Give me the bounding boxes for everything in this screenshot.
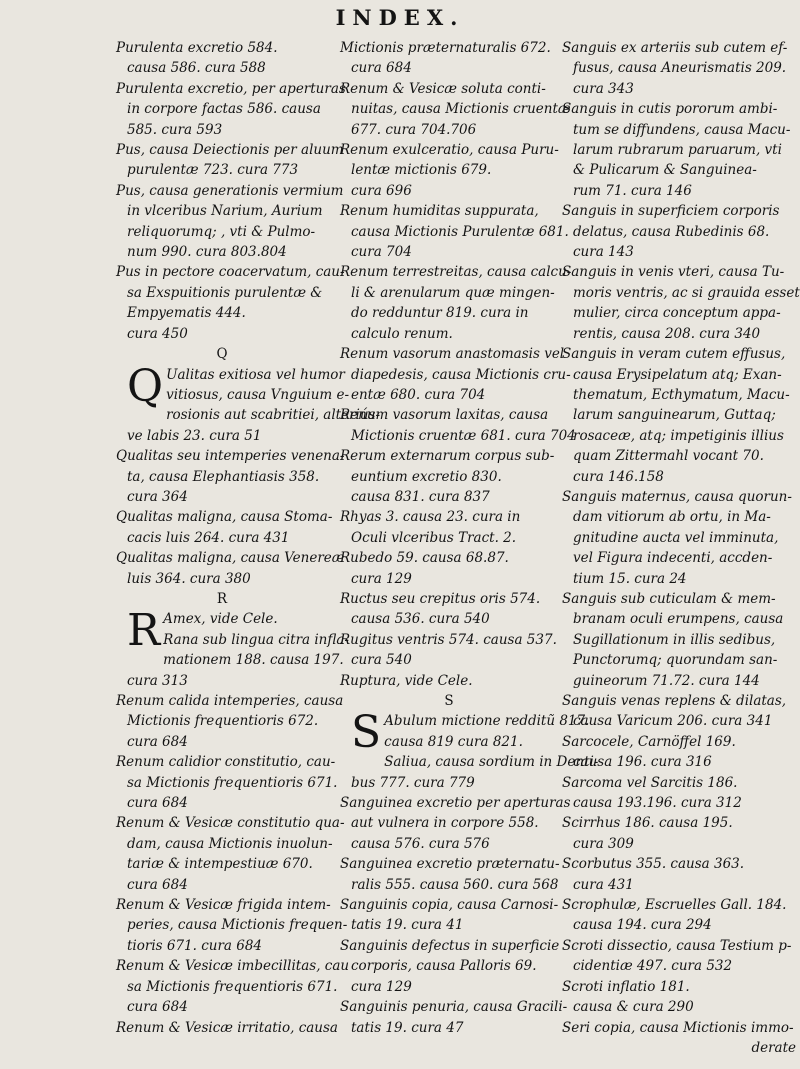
index-text: Saliua, causa sordium in Denti-	[384, 754, 599, 771]
index-text: tatis 19. cura 47	[351, 1019, 464, 1036]
index-text: lentæ mictionis 679.	[351, 162, 492, 179]
index-text: Renum calidior constitutio, cau-	[116, 754, 336, 771]
index-line	[116, 1018, 338, 1038]
index-line	[562, 630, 798, 650]
index-line	[562, 528, 798, 548]
index-text: Pus, causa generationis vermium	[116, 182, 344, 199]
index-line	[562, 548, 798, 568]
drop-cap: Q	[127, 360, 164, 412]
index-text: Purulenta excretio 584.	[116, 40, 278, 56]
index-text: causa 831. cura 837	[351, 488, 490, 505]
index-line	[562, 793, 798, 813]
index-text: ta, causa Elephantiasis 358.	[127, 468, 320, 485]
index-text: Qualitas seu intemperies venena-	[116, 448, 345, 465]
index-line	[116, 915, 348, 935]
index-text: do redduntur 819. cura in	[351, 305, 529, 322]
index-text: derate	[751, 1039, 796, 1056]
index-text: Sanguinis copia, causa Carnosi-	[340, 897, 559, 914]
index-line	[340, 58, 558, 78]
index-line	[116, 79, 346, 99]
index-text: Renum humiditas suppurata,	[340, 203, 539, 220]
index-text: cura 684	[127, 733, 188, 750]
index-text: in corpore factas 586. causa	[127, 101, 321, 118]
index-line	[116, 732, 328, 752]
index-text: cura 343	[573, 80, 634, 97]
index-text: ralis 555. causa 560. cura 568	[351, 876, 559, 893]
index-line	[562, 344, 798, 364]
index-text: bus 777. cura 779	[351, 774, 475, 791]
index-line	[562, 650, 798, 670]
index-text: cura 146.158	[573, 468, 664, 485]
index-text: Sanguis in superficiem corporis	[562, 203, 780, 220]
index-line	[116, 711, 328, 731]
index-text: Pus, causa Deiectionis per aluum	[116, 142, 344, 159]
index-line	[562, 446, 798, 466]
index-text: sa Mictionis frequentioris 671.	[127, 774, 338, 791]
index-text: Scroti inflatio 181.	[562, 978, 690, 995]
index-line	[340, 222, 569, 242]
index-text: guineorum 71.72. cura 144	[573, 672, 760, 689]
index-text: 585. cura 593	[127, 121, 223, 138]
index-text: causa 586. cura 588	[127, 60, 266, 77]
index-text: Empyematis 444.	[127, 305, 246, 322]
index-column-1	[116, 38, 381, 1059]
index-line	[562, 671, 798, 691]
index-column-3	[562, 38, 798, 1059]
index-text: Sanguis maternus, causa quorun-	[562, 488, 792, 505]
index-text: Rugitus ventris 574. causa 537.	[340, 631, 557, 648]
index-text: cura 309	[573, 835, 634, 852]
index-line	[340, 548, 558, 568]
index-text: & Pulicarum & Sanguinea-	[573, 162, 757, 179]
index-line	[340, 38, 558, 58]
index-line	[116, 834, 333, 854]
index-line	[562, 467, 798, 487]
index-line	[562, 201, 798, 221]
index-text: Sanguis in cutis pororum ambi-	[562, 101, 778, 118]
index-text: Oculi vlceribus Tract. 2.	[351, 529, 517, 546]
index-line	[340, 528, 558, 548]
index-text: causa Mictionis Purulentæ 681.	[351, 223, 569, 240]
index-text: euntium excretio 830.	[351, 468, 502, 485]
index-line	[116, 773, 338, 793]
index-line	[116, 997, 328, 1017]
index-line	[340, 773, 558, 793]
index-line	[562, 895, 798, 915]
index-line	[562, 38, 798, 58]
index-text: Renum & Vesicæ imbecillitas, cau	[116, 958, 350, 975]
index-text: aut vulnera in corpore 558.	[351, 815, 539, 832]
index-text: Scrophulæ, Escruelles Gall. 184.	[562, 897, 787, 914]
index-line	[340, 875, 558, 895]
index-line	[116, 99, 328, 119]
index-line	[562, 303, 798, 323]
index-line	[562, 140, 798, 160]
index-text: cura 143	[573, 244, 634, 261]
index-text: reliquorumq; , vti & Pulmo-	[127, 223, 316, 240]
index-text: Renum exulceratio, causa Puru-	[340, 142, 559, 159]
index-line	[562, 936, 798, 956]
index-text: Ruptura, vide Cele.	[340, 672, 473, 689]
index-line	[340, 793, 571, 813]
index-line	[562, 711, 798, 731]
index-line	[116, 936, 328, 956]
index-text: Mictionis cruentæ 681. cura 704	[351, 427, 576, 444]
index-line	[116, 222, 328, 242]
index-text: Sanguinea excretio per aperturas	[340, 795, 571, 812]
index-line	[340, 589, 558, 609]
index-line	[340, 120, 558, 140]
index-text: moris ventris, ac si grauida esset	[573, 284, 800, 301]
index-text: tioris 671. cura 684	[127, 937, 263, 954]
index-text: Rhyas 3. causa 23. cura in	[340, 509, 521, 526]
index-line	[116, 895, 331, 915]
index-text: Abulum mictione redditũ 817.	[384, 713, 590, 730]
index-line	[116, 793, 328, 813]
index-line	[340, 365, 571, 385]
index-line	[340, 467, 558, 487]
index-text: Seri copia, causa Mictionis immo-	[562, 1019, 794, 1036]
index-text: Renum vasorum anastomasis vel	[340, 346, 565, 363]
index-text: num 990. cura 803.804	[127, 244, 287, 261]
index-text: thematum, Ecthymatum, Macu-	[573, 386, 790, 403]
index-text: larum rubrarum paruarum, vti	[573, 142, 782, 159]
index-line	[562, 609, 798, 629]
index-text: Punctorumq; quorundam san-	[573, 652, 778, 669]
index-line	[562, 956, 798, 976]
index-text: Sanguinis defectus in superficie	[340, 937, 560, 954]
index-text: Sarcoma vel Sarcitis 186.	[562, 774, 738, 791]
index-line	[562, 120, 798, 140]
index-text: Renum & Vesicæ soluta conti-	[340, 80, 546, 97]
index-line	[116, 691, 344, 711]
index-line	[340, 569, 558, 589]
index-line	[562, 732, 798, 752]
index-line	[340, 956, 558, 976]
index-line	[116, 262, 345, 282]
index-line	[562, 79, 798, 99]
index-text: purulentæ 723. cura 773	[127, 162, 299, 179]
index-text: corporis, causa Palloris 69.	[351, 958, 537, 975]
index-line	[116, 160, 328, 180]
index-text: cacis luis 264. cura 431	[127, 529, 290, 546]
index-text: cura 431	[573, 876, 634, 893]
index-text: Renum vasorum laxitas, causa	[340, 407, 549, 424]
index-text: Sugillationum in illis sedibus,	[573, 631, 776, 648]
index-text: Rerum externarum corpus sub-	[340, 448, 555, 465]
index-line	[116, 426, 328, 446]
index-text: Scroti dissectio, causa Testium p-	[562, 937, 792, 954]
index-text: cura 450	[127, 325, 188, 342]
index-text: Renum & Vesicæ irritatio, causa	[116, 1019, 338, 1036]
index-line	[340, 609, 558, 629]
index-line	[562, 1018, 798, 1038]
index-text: dam, causa Mictionis inuolun-	[127, 835, 333, 852]
index-line	[340, 446, 558, 466]
index-text: Ructus seu crepitus oris 574.	[340, 590, 541, 607]
index-line	[562, 834, 798, 854]
index-line	[340, 385, 558, 405]
index-text: li & arenularum quæ mingen-	[351, 284, 555, 301]
index-line	[116, 528, 328, 548]
index-line	[340, 895, 558, 915]
index-line	[562, 752, 798, 772]
index-line	[562, 915, 798, 935]
index-line	[116, 324, 328, 344]
index-text: tariæ & intempestiuæ 670.	[127, 856, 313, 873]
index-line	[340, 1018, 558, 1038]
index-line	[340, 242, 558, 262]
index-line	[116, 38, 328, 58]
index-text: rum 71. cura 146	[573, 182, 692, 199]
index-text: sa Exspuitionis purulentæ &	[127, 284, 323, 301]
index-text: Q	[216, 346, 228, 363]
index-text: peries, causa Mictionis frequen-	[127, 917, 348, 934]
index-text: sa Mictionis frequentioris 671.	[127, 978, 338, 995]
index-text: S	[444, 693, 454, 709]
index-line	[340, 303, 558, 323]
index-line	[116, 242, 328, 262]
index-text: causa 194. cura 294	[573, 917, 712, 934]
index-column-2	[340, 38, 599, 1059]
index-text: Amex, vide Cele.	[163, 611, 278, 628]
index-text: causa 193.196. cura 312	[573, 795, 742, 812]
page-header: INDEX.	[335, 5, 465, 30]
index-text: Rana sub lingua citra infla-	[163, 631, 349, 648]
index-text: Mictionis frequentioris 672.	[127, 713, 319, 730]
index-line	[340, 181, 558, 201]
index-line	[562, 813, 798, 833]
index-text: Rubedo 59. causa 68.87.	[340, 550, 509, 567]
index-line	[340, 915, 558, 935]
index-text: Sanguis ex arteriis sub cutem ef-	[562, 40, 788, 56]
index-line	[116, 140, 344, 160]
index-line	[116, 854, 328, 874]
index-line	[340, 405, 558, 425]
index-line	[116, 181, 344, 201]
index-line	[562, 181, 798, 201]
index-text: causa Varicum 206. cura 341	[573, 713, 773, 730]
index-line	[340, 854, 558, 874]
index-text: ve labis 23. cura 51	[127, 427, 262, 444]
index-line	[562, 160, 798, 180]
index-line	[116, 507, 333, 527]
index-line	[340, 262, 572, 282]
index-text: cura 696	[351, 182, 412, 199]
index-text: causa 536. cura 540	[351, 611, 490, 628]
index-text: in vlceribus Narium, Aurium	[127, 203, 323, 220]
index-line	[562, 875, 798, 895]
index-text: rosaceæ, atq; impetiginis illius	[573, 427, 784, 444]
index-text: vel Figura indecenti, accden-	[573, 550, 773, 567]
index-line	[562, 589, 798, 609]
index-text: Sanguis in veram cutem effusus,	[562, 346, 786, 363]
index-text: entæ 680. cura 704	[351, 386, 486, 403]
index-text: cura 313	[127, 672, 188, 689]
index-line	[562, 58, 798, 78]
index-text: Sanguis sub cuticulam & mem-	[562, 590, 776, 607]
index-text: causa & cura 290	[573, 999, 694, 1016]
index-line	[116, 303, 328, 323]
index-text: calculo renum.	[351, 325, 453, 342]
index-text: quam Zittermahl vocant 70.	[573, 448, 764, 465]
index-text: tatis 19. cura 41	[351, 917, 464, 934]
index-line	[340, 507, 558, 527]
index-line	[562, 385, 798, 405]
index-line	[340, 977, 558, 997]
index-line	[340, 630, 558, 650]
index-line	[562, 365, 798, 385]
index-line	[562, 569, 798, 589]
index-text: causa 576. cura 576	[351, 835, 490, 852]
index-text: Scorbutus 355. causa 363.	[562, 856, 745, 873]
index-text: mulier, circa conceptum appa-	[573, 305, 781, 322]
index-line	[562, 977, 798, 997]
index-line	[340, 140, 558, 160]
index-line	[116, 977, 338, 997]
index-text: Renum calida intemperies, causa	[116, 693, 344, 709]
index-line	[340, 324, 558, 344]
index-text: Sanguinea excretio præternatu-	[340, 856, 560, 873]
index-line	[340, 99, 571, 119]
index-line	[562, 405, 798, 425]
index-text: branam oculi erumpens, causa	[573, 611, 784, 628]
index-text: tum se diffundens, causa Macu-	[573, 121, 791, 138]
index-text: cura 129	[351, 570, 412, 587]
index-line	[562, 997, 798, 1017]
index-line	[562, 691, 798, 711]
index-line	[562, 242, 798, 262]
index-text: mationem 188. causa 197.	[163, 652, 344, 669]
index-line	[562, 487, 798, 507]
index-text: Qualitas maligna, causa Stoma-	[116, 509, 333, 526]
index-line	[340, 813, 558, 833]
index-text: nuitas, causa Mictionis cruentæ	[351, 101, 571, 118]
index-line	[116, 446, 345, 466]
index-line	[562, 222, 798, 242]
index-line	[562, 262, 798, 282]
index-text: causa 196. cura 316	[573, 754, 712, 771]
index-text: fusus, causa Aneurismatis 209.	[573, 60, 787, 77]
index-line	[116, 671, 328, 691]
index-text: cidentiæ 497. cura 532	[573, 958, 733, 975]
index-line	[340, 160, 558, 180]
index-line	[116, 120, 328, 140]
index-text: gnitudine aucta vel imminuta,	[573, 529, 779, 546]
index-line	[340, 344, 565, 364]
index-text: 677. cura 704.706	[351, 121, 477, 138]
index-text: Ualitas exitiosa vel humor	[166, 366, 345, 383]
index-line	[340, 487, 558, 507]
index-text: cura 364	[127, 488, 188, 505]
index-text: Mictionis præternaturalis 672.	[340, 40, 551, 56]
drop-cap: S	[351, 707, 382, 759]
index-text: cura 704	[351, 244, 412, 261]
index-line	[562, 507, 798, 527]
index-text: Renum terrestreitas, causa calcu-	[340, 264, 572, 281]
index-line	[340, 834, 558, 854]
index-line	[116, 58, 328, 78]
index-text: dam vitiorum ab ortu, in Ma-	[573, 509, 771, 526]
index-line	[116, 283, 328, 303]
index-text: rentis, causa 208. cura 340	[573, 325, 761, 342]
index-text: cura 684	[351, 60, 412, 77]
index-text: tium 15. cura 24	[573, 570, 687, 587]
index-text: cura 684	[127, 876, 188, 893]
index-line	[116, 569, 328, 589]
index-line	[340, 201, 558, 221]
index-line	[340, 671, 558, 691]
index-line	[562, 1038, 798, 1058]
index-line	[340, 79, 558, 99]
index-line	[116, 467, 328, 487]
index-line	[116, 752, 336, 772]
index-line	[340, 283, 558, 303]
index-text: delatus, causa Rubedinis 68.	[573, 223, 770, 240]
index-text: Scirrhus 186. causa 195.	[562, 815, 733, 832]
index-line	[340, 426, 576, 446]
index-text: cura 684	[127, 999, 188, 1016]
index-line	[340, 997, 568, 1017]
index-line	[116, 875, 328, 895]
index-text: Sanguis venas replens & dilatas,	[562, 693, 787, 709]
index-text: Sanguis in venis vteri, causa Tu-	[562, 264, 785, 281]
index-text: R	[216, 590, 228, 607]
index-text: cura 540	[351, 652, 412, 669]
index-line	[562, 854, 798, 874]
index-text: causa 819 cura 821.	[384, 733, 523, 750]
index-text: Renum & Vesicæ frigida intem-	[116, 897, 331, 914]
index-text: Purulenta excretio, per aperturas	[116, 80, 346, 97]
index-line	[116, 956, 350, 976]
index-text: Sarcocele, Carnöffel 169.	[562, 733, 736, 750]
index-text: Renum & Vesicæ constitutio qua-	[116, 815, 345, 832]
index-text: Qualitas maligna, causa Venereæ	[116, 550, 345, 567]
index-line	[562, 324, 798, 344]
index-line	[562, 283, 798, 303]
index-text: vitiosus, causa Vnguium e-	[166, 386, 350, 403]
index-line	[116, 487, 328, 507]
index-text: rosionis aut scabritiei, alteriús-	[166, 407, 381, 424]
index-line	[562, 99, 798, 119]
index-text: larum sanguinearum, Guttaq;	[573, 407, 776, 424]
index-line	[116, 201, 328, 221]
index-line	[562, 426, 798, 446]
index-text: causa Erysipelatum atq; Exan-	[573, 366, 782, 383]
index-text: cura 129	[351, 978, 412, 995]
index-text: diapedesis, causa Mictionis cru-	[351, 366, 571, 383]
index-text: Sanguinis penuria, causa Gracili-	[340, 999, 568, 1016]
index-line	[116, 813, 345, 833]
index-line	[116, 548, 345, 568]
index-text: luis 364. cura 380	[127, 570, 251, 587]
index-text: cura 684	[127, 795, 188, 812]
index-line	[340, 650, 558, 670]
index-line	[562, 773, 798, 793]
index-line	[340, 936, 558, 956]
index-text: Pus in pectore coacervatum, cau-	[116, 264, 345, 281]
drop-cap: R	[127, 605, 161, 657]
